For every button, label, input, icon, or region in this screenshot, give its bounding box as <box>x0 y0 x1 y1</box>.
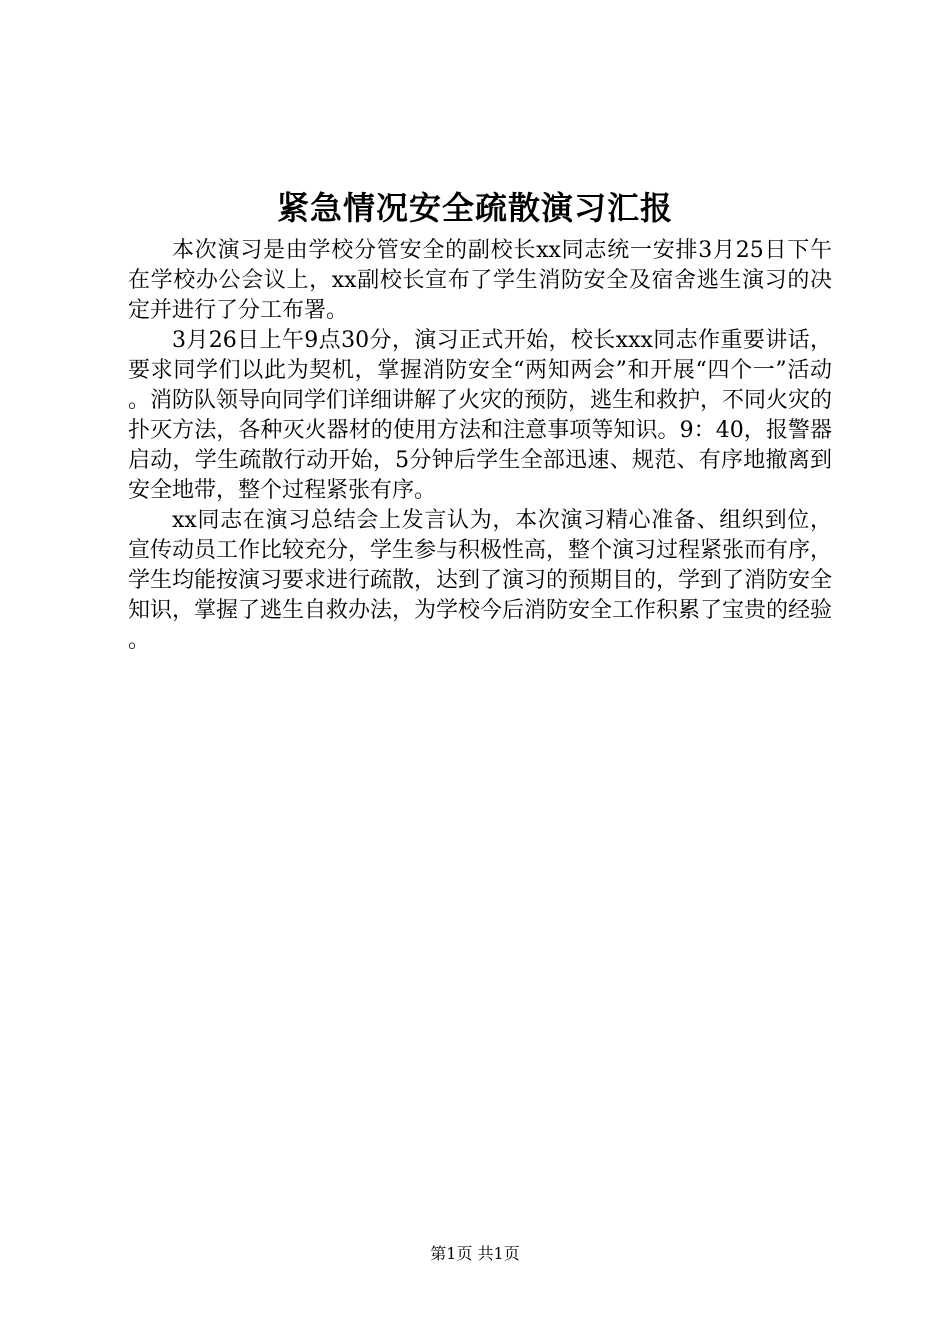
paragraph-1: 本次演习是由学校分管安全的副校长xx同志统一安排3月25日下午在学校办公会议上，xx副校长宣布了学生消防安全及宿舍逃生演习的决定并进行了分工布署。 <box>128 238 832 323</box>
document-body <box>128 236 832 656</box>
paragraph-2: 3月26日上午9点30分，演习正式开始，校长xxx同志作重要讲话，要求同学们以此为契机，掌握消防安全“两知两会”和开展“四个一”活动。消防队领导向同学们详细讲解了火灾的预防，逃生和救护，不同火灾的扑灭方法，各种灭火器材的使用方法和注意事项等知识。9：40，报警器启动，学生疏散行动开始，5分钟后学生全部迅速、规范、有序地撤离到安全地带，整个过程紧张有序。 <box>128 328 833 503</box>
document-title: 紧急情况安全疏散演习汇报 <box>276 189 673 227</box>
page-footer: 第1页 共1页 <box>430 1244 520 1263</box>
paragraph-3: xx同志在演习总结会上发言认为，本次演习精心准备、组织到位，宣传动员工作比较充分，学生参与积极性高，整个演习过程紧张而有序，学生均能按演习要求进行疏散，达到了演习的预期目的，学到了消防安全知识，掌握了逃生自救办法，为学校今后消防安全工作积累了宝贵的经验。 <box>128 508 833 653</box>
